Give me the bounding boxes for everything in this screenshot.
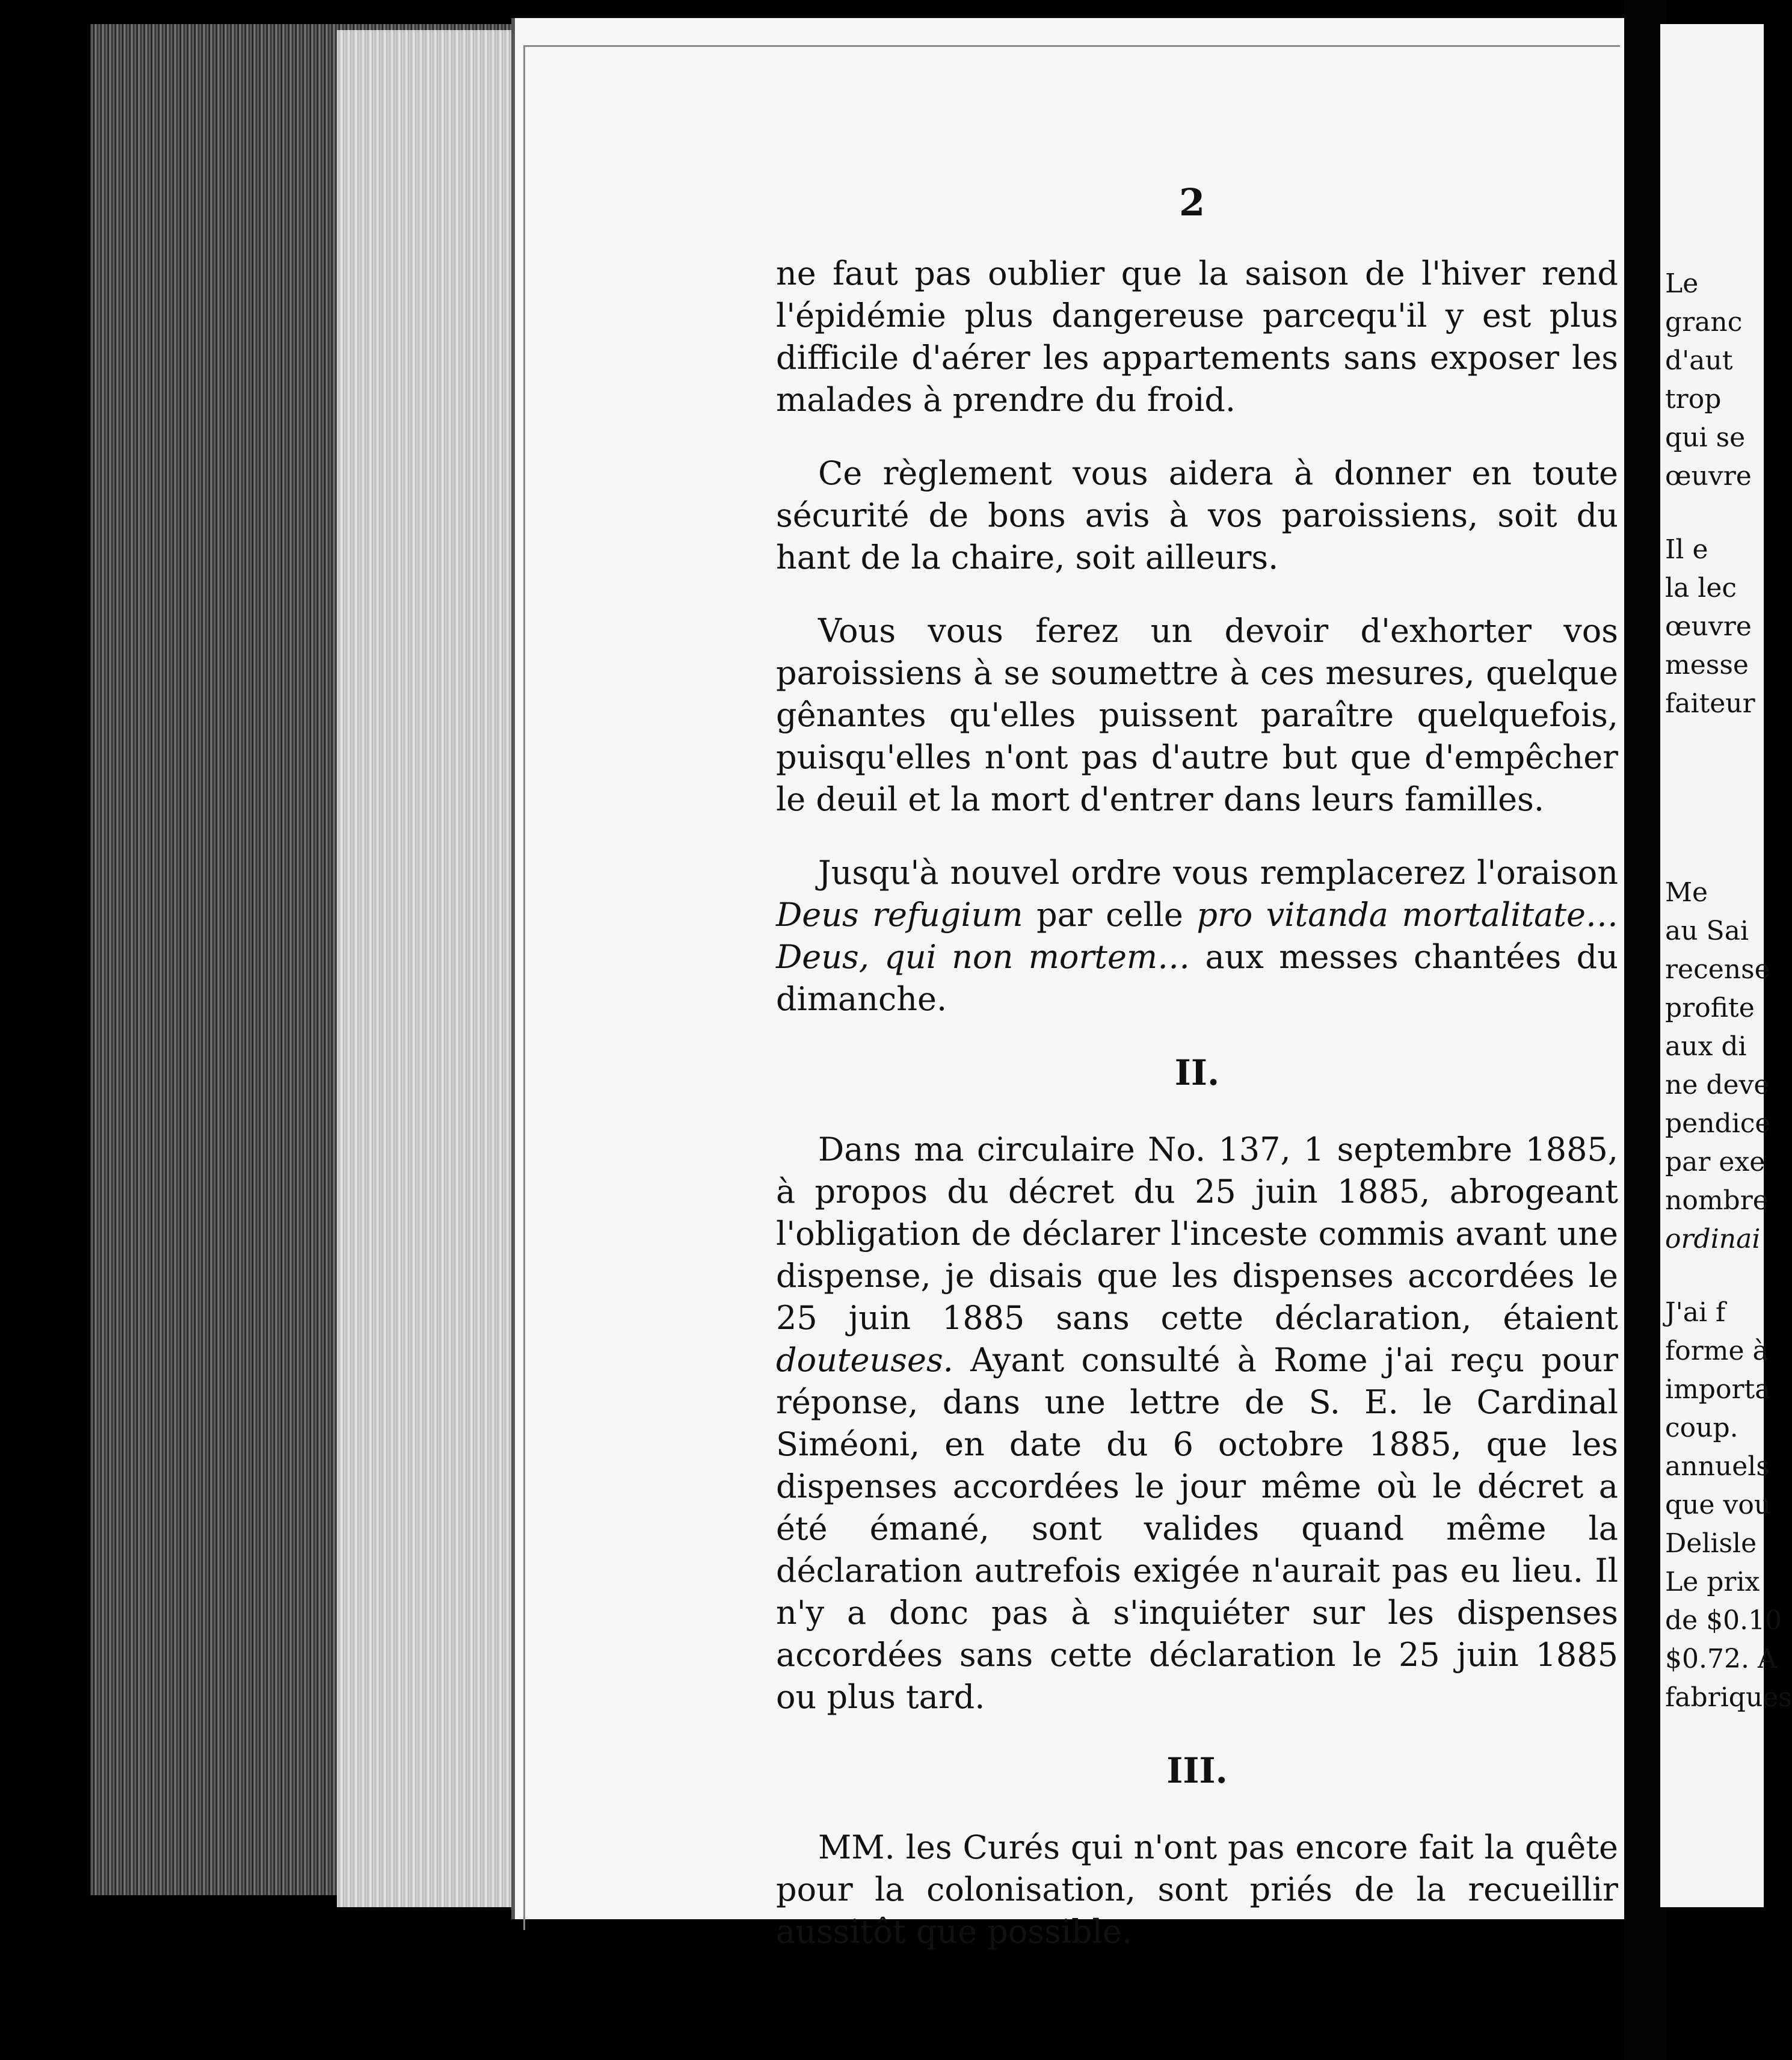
facing-line: fabriques [1665,1682,1792,1713]
facing-line: trop [1665,384,1722,415]
facing-line: œuvre [1665,611,1752,642]
facing-line: messe [1665,650,1749,680]
facing-line: qui se [1665,422,1746,453]
paragraph-colonisation: MM. les Curés qui n'ont pas encore fait la quête pour la colonisation, sont priés de la recueillir aussitôt que possible. [776,1828,1618,1951]
facing-line: Il e [1665,534,1708,565]
facing-line: recense [1665,954,1770,985]
oraison-italic-1: Deus refugium [776,896,1023,934]
facing-page-text [1665,265,1792,1717]
oraison-text-2: par celle [1023,896,1197,934]
facing-gap [1665,723,1764,874]
facing-line: au Sai [1665,916,1749,946]
paragraph-oraison [776,852,1618,1020]
facing-line: d'aut [1665,345,1733,376]
facing-gap [1665,1259,1764,1294]
section-heading-iii: III. [1166,1750,1228,1791]
facing-line: faiteur [1665,688,1755,719]
oraison-italic-2: pro vitanda mortalitate… Deus, qui non mortem… [776,896,1619,976]
paragraph-exhortation: Vous vous ferez un devoir d'exhorter vos paroissiens à se soumettre à ces mesures, quelque gênantes qu'elles puissent paraître quelquefois, puisqu'elles n'ont pas d'autre but que d'empêcher le deuil et la mort d'entrer dans leurs familles. [776,612,1618,818]
facing-line: nombre [1665,1185,1769,1216]
facing-line: ne deve [1665,1070,1770,1100]
dispenses-text-1: Dans ma circulaire No. 137, 1 septembre 1885, à propos du décret du 25 juin 1885, abrogeant l'obligation de déclarer l'inceste commis avant une dispense, je disais que les dispenses accordées le 25 juin 1885 sans cette déclaration, étaient [776,1130,1618,1337]
facing-line: coup. [1665,1413,1738,1443]
facing-line: ordinai [1665,1224,1761,1254]
facing-line: par exe [1665,1147,1766,1177]
facing-gap [1665,496,1764,531]
facing-line: Le [1665,268,1699,299]
facing-line: Delisle [1665,1528,1757,1559]
facing-line: forme à [1665,1336,1769,1366]
page-body [776,253,1618,1984]
paragraph-reglement: Ce règlement vous aidera à donner en toute sécurité de bons avis à vos paroissiens, soit du hant de la chaire, soit ailleurs. [776,454,1618,576]
oraison-text-1: Jusqu'à nouvel ordre vous remplacerez l'oraison [818,854,1618,892]
facing-line: la lec [1665,573,1737,603]
facing-line: aux di [1665,1031,1747,1062]
paragraph-epidemic: ne faut pas oublier que la saison de l'hiver rend l'épidémie plus dangereuse parcequ'il y est plus difficile d'aérer les appartements sans exposer les malades à prendre du froid. [776,254,1618,419]
paragraph-dispenses [776,1129,1618,1718]
facing-line: Me [1665,877,1708,908]
facing-line: Le prix [1665,1567,1760,1597]
section-heading-ii: II. [1174,1052,1220,1093]
facing-line: $0.72. A [1665,1644,1777,1674]
facing-line: œuvre [1665,461,1752,492]
facing-line: de $0.10 [1665,1605,1782,1636]
page-number: 2 [1179,180,1205,224]
oraison-text-3: aux messes chantées du dimanche. [776,938,1618,1018]
facing-line: que vou [1665,1490,1772,1520]
facing-line: granc [1665,307,1743,338]
facing-line: pendice [1665,1108,1771,1139]
dispenses-text-2: Ayant consulté à Rome j'ai reçu pour réponse, dans une lettre de S. E. le Cardinal Siméoni, en date du 6 octobre 1885, que les dispenses accordées le jour même où le décret a été émané, sont valides quand même la déclaration autrefois exigée n'aurait pas eu lieu. Il n'y a donc pas à s'inquiéter sur les dispenses accordées sans cette déclaration le 25 juin 1885 ou plus tard. [776,1341,1618,1716]
facing-line: J'ai f [1665,1297,1726,1328]
dispenses-italic: douteuses. [776,1341,953,1379]
book-page-edges-light [337,30,511,1907]
facing-line: profite [1665,993,1755,1023]
facing-line: annuels [1665,1451,1770,1482]
facing-line: importa [1665,1374,1771,1405]
